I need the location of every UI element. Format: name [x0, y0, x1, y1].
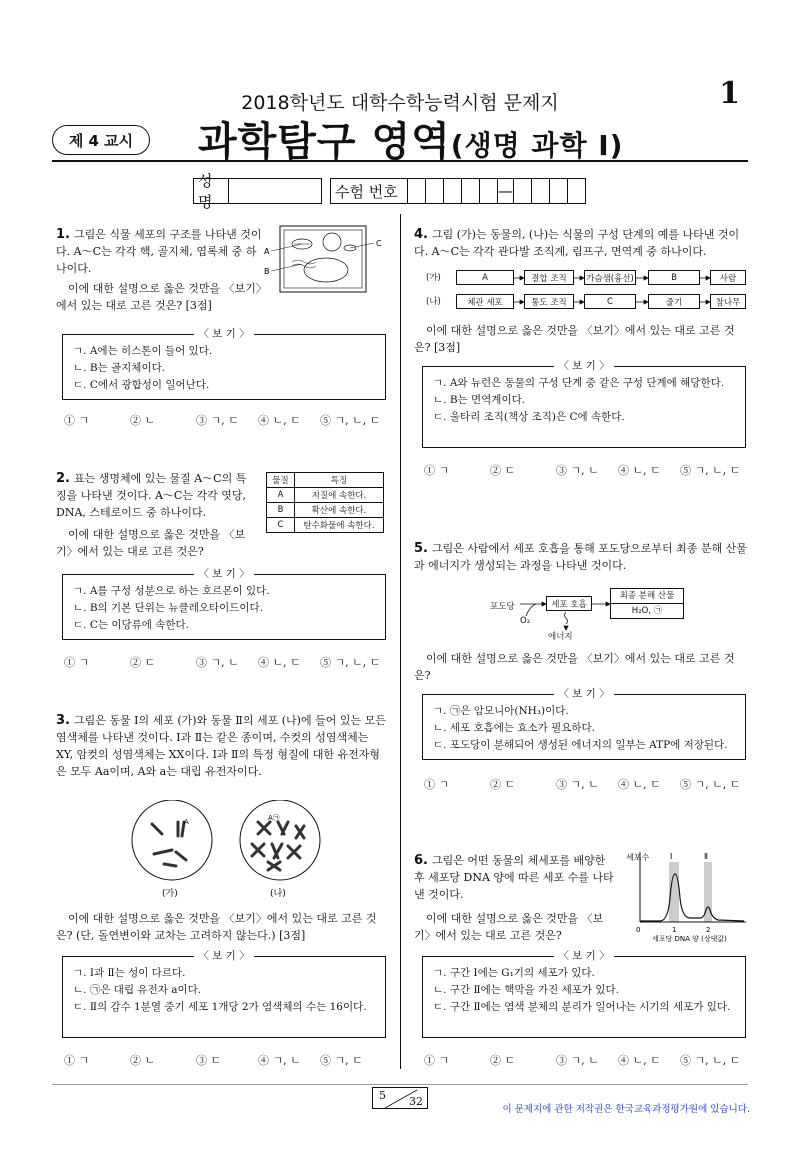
q2-bogi-item: ㄱ. A를 구성 성분으로 하는 호르몬이 있다.: [73, 585, 270, 597]
q2-bogi-title: 〈 보 기 〉: [194, 568, 253, 580]
q4-row-a-label: (가): [426, 273, 441, 283]
graph-tick: 2: [706, 926, 711, 934]
cell-label-c: C: [376, 239, 382, 248]
q4-prompt: 이에 대한 설명으로 옳은 것만을 〈보기〉에서 있는 대로 고른 것은? [3점]: [414, 324, 735, 354]
q6-bogi-title: 〈 보 기 〉: [554, 950, 613, 962]
q4-choice[interactable]: ③ ㄱ, ㄴ: [556, 464, 599, 477]
q2-choice[interactable]: ① ㄱ: [64, 656, 90, 669]
q1-choices: [64, 412, 394, 428]
q1-choice[interactable]: ② ㄴ: [130, 414, 156, 427]
page-total: 32: [409, 1095, 423, 1108]
id-box: [193, 172, 586, 211]
q4-flow-box: 결합 조직: [524, 270, 574, 285]
q5-choice[interactable]: ① ㄱ: [424, 778, 450, 791]
q1-number: 1.: [56, 227, 70, 242]
q2-choices: [64, 654, 394, 670]
exam-no-label: 수험 번호: [330, 178, 408, 204]
q3-bogi-box: [62, 950, 386, 1038]
graph-region: Ⅱ: [704, 852, 708, 861]
exam-no-cell[interactable]: [426, 178, 444, 204]
q4-flow-box: 체관 세포: [456, 294, 514, 309]
q4-text: 그림 (가)는 동물의, (나)는 식물의 구성 단계의 예를 나타낸 것이다. A～C는 각각 관다발 조직계, 림프구, 면역계 중 하나이다.: [414, 228, 740, 258]
q4-flow-box: 가슴샘(흉선): [584, 270, 636, 285]
q4-choice[interactable]: ② ㄷ: [490, 464, 516, 477]
q6-bogi-box: [422, 950, 746, 1038]
exam-no-cell[interactable]: [568, 178, 586, 204]
q5-text: 그림은 사람에서 세포 호흡을 통해 포도당으로부터 최종 분해 산물과 에너지가 생성되는 과정을 나타낸 것이다.: [414, 542, 747, 572]
exam-no-cell[interactable]: [408, 178, 426, 204]
q2-th: 물질: [267, 473, 295, 488]
q3-choice[interactable]: ⑤ ㄱ, ㄷ: [320, 1054, 363, 1067]
q3-choice[interactable]: ① ㄱ: [64, 1054, 90, 1067]
q3-bogi-item: ㄱ. Ⅰ과 Ⅱ는 성이 다르다.: [73, 967, 186, 979]
q2-choice[interactable]: ③ ㄱ, ㄴ: [196, 656, 239, 669]
q6-choice[interactable]: ③ ㄱ, ㄴ: [556, 1054, 599, 1067]
q3-bogi-item: ㄷ. Ⅱ의 감수 1분열 중기 세포 1개당 2가 염색체의 수는 16이다.: [73, 1001, 367, 1013]
q4-choice[interactable]: ④ ㄴ, ㄷ: [618, 464, 661, 477]
q6-choice[interactable]: ② ㄷ: [490, 1054, 516, 1067]
q4-row-b-label: (나): [426, 297, 441, 307]
q3-prompt: 이에 대한 설명으로 옳은 것만을 〈보기〉에서 있는 대로 고른 것은? (단, 돌연변이와 교차는 고려하지 않는다.) [3점]: [56, 912, 377, 942]
fig-label-a: A: [184, 818, 189, 826]
subject-sub: (생명 과학 Ⅰ): [450, 129, 624, 162]
q6-choice[interactable]: ① ㄱ: [424, 1054, 450, 1067]
q1-bogi-item: ㄴ. B는 골지체이다.: [73, 362, 166, 374]
q2-td: B: [267, 503, 295, 518]
q5-choice[interactable]: ② ㄷ: [490, 778, 516, 791]
q2-td: A: [267, 488, 295, 503]
exam-no-cell[interactable]: [462, 178, 480, 204]
header-rule: [52, 160, 748, 162]
q2-bogi-box: [62, 568, 386, 640]
graph-ylabel: [626, 852, 649, 862]
q5-energy: 에너지: [548, 632, 573, 642]
q3-bogi-title: 〈 보 기 〉: [194, 950, 253, 962]
subject-main: 과학탐구 영역: [198, 119, 451, 165]
q1-choice[interactable]: ① ㄱ: [64, 414, 90, 427]
q5-choices: [424, 776, 754, 792]
q2-text: 표는 생명체에 있는 물질 A～C의 특징을 나타낸 것이다. A～C는 각각 엿당, DNA, 스테로이드 중 하나이다.: [56, 472, 247, 519]
exam-no-dash: —: [498, 178, 514, 204]
q3-number: 3.: [56, 713, 70, 728]
q4-bogi-title: 〈 보 기 〉: [554, 360, 613, 372]
q4-bogi-item: ㄱ. A와 뉴런은 동물의 구성 단계 중 같은 구성 단계에 해당한다.: [433, 377, 725, 389]
q1-bogi-item: ㄷ. C에서 광합성이 일어난다.: [73, 379, 210, 391]
q4-flow-box: 참나무: [710, 294, 746, 309]
q5-resp-box: 세포 호흡: [546, 596, 592, 611]
q3-text: 그림은 동물 Ⅰ의 세포 (가)와 동물 Ⅱ의 세포 (나)에 들어 있는 모든 염색체를 나타낸 것이다. Ⅰ과 Ⅱ는 같은 종이며, 수컷의 성염색체는 XY, 암컷의 성염색체는 XX이다. Ⅰ과 Ⅱ의 특정 형질에 대한 유전자형은 모두 Aa이며, A와 a는 대립 유전자이다.: [56, 714, 386, 778]
q6-text: 그림은 어떤 동물의 체세포를 배양한 후 세포당 DNA 양에 따른 세포 수를 나타낸 것이다.: [414, 854, 614, 901]
q6-number: 6.: [414, 853, 428, 868]
plant-cell-figure: [262, 224, 387, 296]
graph-xlabel: 세포당 DNA 양 (상댓값): [652, 935, 727, 942]
q4-stem: [414, 226, 748, 260]
exam-no-cell[interactable]: [550, 178, 568, 204]
graph-ylabel: 세포수: [626, 853, 650, 862]
exam-no-cell[interactable]: [514, 178, 532, 204]
q4-choice[interactable]: ⑤ ㄱ, ㄴ, ㄷ: [680, 464, 741, 477]
q5-bogi-item: ㄷ. 포도당이 분해되어 생성된 에너지의 일부는 ATP에 저장된다.: [433, 739, 728, 751]
q2-bogi-item: ㄴ. B의 기본 단위는 뉴클레오타이드이다.: [73, 602, 264, 614]
q1-bogi-item: ㄱ. A에는 히스톤이 들어 있다.: [73, 345, 213, 357]
column-divider: [400, 214, 401, 1069]
q5-bogi-item: ㄱ. ㉠은 암모니아(NH₃)이다.: [433, 705, 569, 717]
q4-choice[interactable]: ① ㄱ: [424, 464, 450, 477]
q6-choice[interactable]: ⑤ ㄱ, ㄴ, ㄷ: [680, 1054, 741, 1067]
chromosome-figure: [128, 800, 328, 900]
exam-no-cell[interactable]: [444, 178, 462, 204]
exam-no-cell[interactable]: [532, 178, 550, 204]
q2-table: [266, 472, 384, 533]
q4-flow-box: B: [648, 270, 700, 285]
q5-bogi-title: 〈 보 기 〉: [554, 688, 613, 700]
q5-products: H₂O, ㉠: [631, 606, 663, 616]
q6-choices: [424, 1052, 754, 1068]
q6-bogi-item: ㄱ. 구간 Ⅰ에는 G₁기의 세포가 있다.: [433, 967, 595, 979]
q4-flow-diagram: [426, 268, 746, 312]
q4-flow-box: A: [456, 270, 514, 285]
fig-caption-b: (나): [270, 889, 286, 899]
q2-th: 특징: [295, 473, 384, 488]
q4-flow-box: 통도 조직: [524, 294, 574, 309]
fig-caption-a: (가): [162, 889, 178, 899]
q5-choice[interactable]: ③ ㄱ, ㄴ: [556, 778, 599, 791]
q4-flow-box: 사람: [710, 270, 746, 285]
q1-stem: [56, 226, 262, 277]
q1-choice[interactable]: ⑤ ㄱ, ㄴ, ㄷ: [320, 414, 381, 427]
q2-choice[interactable]: ⑤ ㄱ, ㄴ, ㄷ: [320, 656, 381, 669]
q4-bogi-box: [422, 360, 746, 448]
q2-td: 탄수화물에 속한다.: [295, 518, 384, 533]
q1-text: 그림은 식물 세포의 구조를 나타낸 것이다. A～C는 각각 핵, 골지체, 엽록체 중 하나이다.: [56, 228, 262, 275]
q5-products-title: 최종 분해 산물: [611, 589, 683, 604]
q3-choice[interactable]: ③ ㄷ: [196, 1054, 222, 1067]
q2-td: 확산에 속한다.: [295, 503, 384, 518]
q4-flow-arrows: [426, 268, 746, 312]
q1-bogi-title: 〈 보 기 〉: [194, 328, 253, 340]
q2-choice[interactable]: ② ㄷ: [130, 656, 156, 669]
q6-dna-graph: [622, 846, 750, 942]
q2-choice[interactable]: ④ ㄴ, ㄷ: [258, 656, 301, 669]
q3-stem: [56, 712, 386, 780]
q6-bogi-item: ㄴ. 구간 Ⅱ에는 핵막을 가진 세포가 있다.: [433, 984, 619, 996]
graph-tick: 1: [672, 926, 677, 934]
q5-bogi-item: ㄴ. 세포 호흡에는 효소가 필요하다.: [433, 722, 596, 734]
cell-label-b: B: [264, 267, 270, 276]
q3-choice[interactable]: ② ㄴ: [130, 1054, 156, 1067]
q4-bogi-item: ㄴ. B는 면역계이다.: [433, 394, 526, 406]
q5-choice[interactable]: ⑤ ㄱ, ㄴ, ㄷ: [680, 778, 741, 791]
q6-choice[interactable]: ④ ㄴ, ㄷ: [618, 1054, 661, 1067]
q5-o2: O₂: [520, 616, 531, 626]
q6-prompt: 이에 대한 설명으로 옳은 것만을 〈보기〉에서 있는 대로 고른 것은?: [414, 912, 604, 942]
name-field[interactable]: [229, 178, 322, 204]
q5-bogi-box: [422, 688, 746, 760]
page-current: 5: [379, 1089, 386, 1102]
q6-bogi-item: ㄷ. 구간 Ⅱ에는 염색 분체의 분리가 일어나는 시기의 세포가 있다.: [433, 1001, 731, 1013]
exam-title: 2018학년도 대학수학능력시험 문제지: [241, 92, 559, 114]
name-label: 성명: [193, 178, 229, 204]
exam-no-cell[interactable]: [480, 178, 498, 204]
q5-prompt: 이에 대한 설명으로 옳은 것만을 〈보기〉에서 있는 대로 고른 것은?: [414, 652, 735, 682]
q1-choice[interactable]: ③ ㄱ, ㄷ: [196, 414, 239, 427]
q1-choice[interactable]: ④ ㄴ, ㄷ: [258, 414, 301, 427]
footer-rule: [52, 1084, 748, 1085]
q4-bogi-item: ㄷ. 울타리 조직(책상 조직)은 C에 속한다.: [433, 411, 625, 423]
q5-glucose: 포도당: [490, 602, 515, 612]
q1-prompt: 이에 대한 설명으로 옳은 것만을 〈보기〉에서 있는 대로 고른 것은? [3점]: [56, 282, 267, 312]
q5-respiration-diagram: [490, 586, 690, 642]
q5-choice[interactable]: ④ ㄴ, ㄷ: [618, 778, 661, 791]
q1-bogi-box: [62, 328, 386, 400]
q2-number: 2.: [56, 471, 70, 486]
copyright-note: 이 문제지에 관한 저작권은 한국교육과정평가원에 있습니다.: [502, 1104, 750, 1115]
graph-region: Ⅰ: [670, 852, 673, 861]
q2-stem: [56, 470, 256, 521]
cell-label-a: A: [264, 247, 270, 256]
q2-prompt: 이에 대한 설명으로 옳은 것만을 〈보기〉에서 있는 대로 고른 것은?: [56, 528, 246, 558]
q3-choice[interactable]: ④ ㄱ, ㄴ: [258, 1054, 301, 1067]
subject-title: [198, 110, 623, 167]
graph-tick: 0: [636, 926, 641, 934]
q3-bogi-item: ㄴ. ㉠은 대립 유전자 a이다.: [73, 984, 202, 996]
q2-td: C: [267, 518, 295, 533]
q4-number: 4.: [414, 227, 428, 242]
q2-td: 지질에 속한다.: [295, 488, 384, 503]
q5-arrows: [490, 586, 690, 642]
page-number: 1: [719, 76, 740, 111]
session-badge: 제 4 교시: [52, 125, 150, 155]
q4-flow-box: C: [584, 294, 636, 309]
q3-choices: [64, 1052, 394, 1068]
q2-bogi-item: ㄷ. C는 이당류에 속한다.: [73, 619, 190, 631]
q4-choices: [424, 462, 754, 478]
q5-number: 5.: [414, 541, 428, 556]
q4-flow-box: 줄기: [648, 294, 700, 309]
q5-stem: [414, 540, 748, 574]
fig-label-b: A㉠: [268, 814, 280, 822]
q6-stem: [414, 852, 614, 903]
dna-curve: [640, 874, 744, 921]
